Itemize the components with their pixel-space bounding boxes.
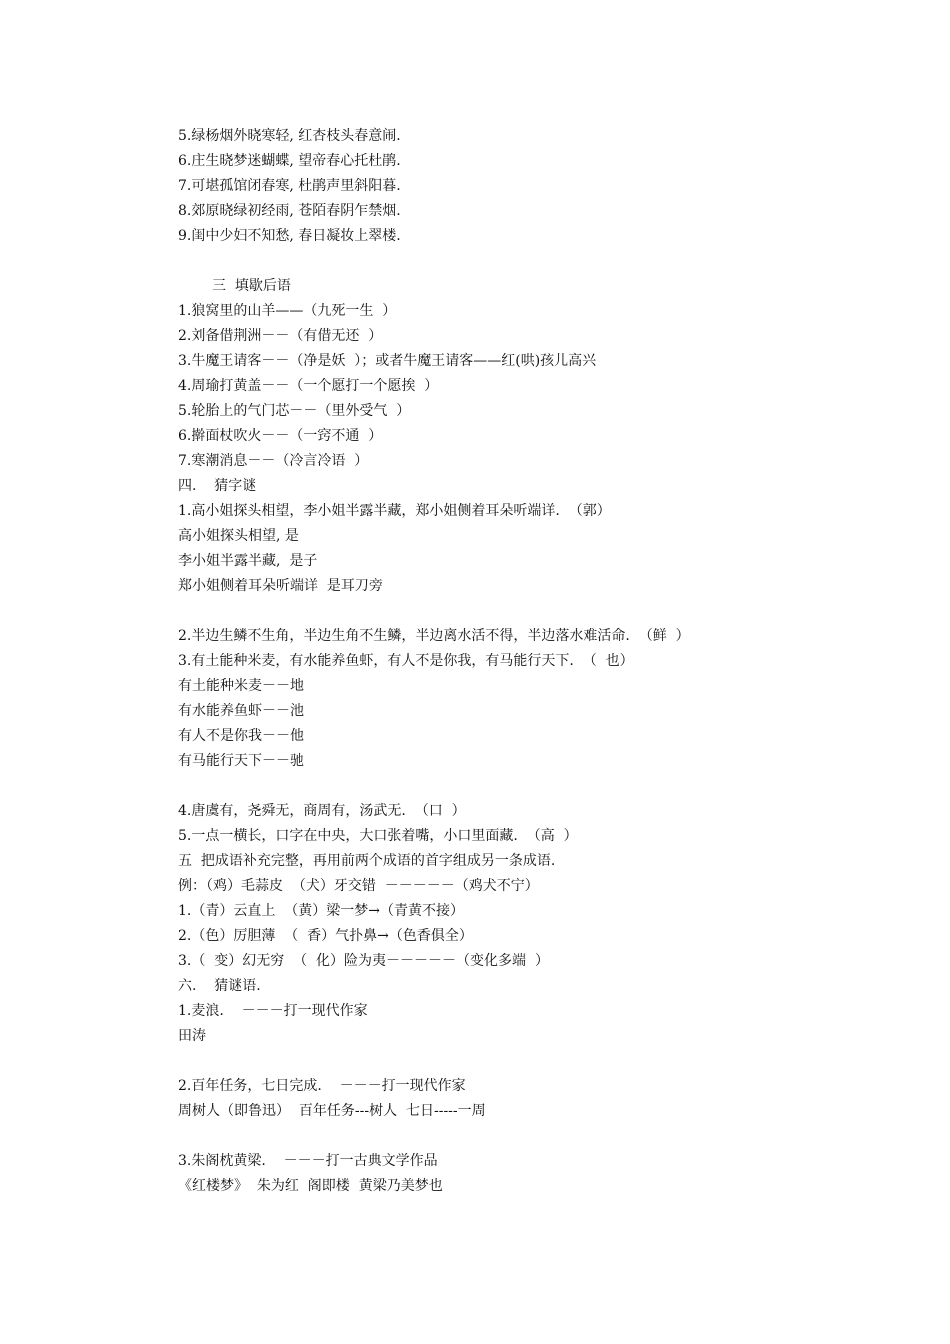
- poem-line-6: 6.庄生晓梦迷蝴蝶, 望帝春心托杜鹃.: [178, 153, 401, 169]
- mystery-answer-1: 田涛: [178, 1028, 206, 1044]
- section-heading-3: 三 填歇后语: [212, 278, 291, 294]
- mystery-item-1: 1.麦浪. －－－打一现代作家: [178, 1003, 368, 1019]
- xiehouyu-item-5: 5.轮胎上的气门芯－－（里外受气 ）: [178, 403, 411, 419]
- xiehouyu-item-3: 3.牛魔王请客－－（净是妖 ）；或者牛魔王请客——红(哄)孩儿高兴: [178, 353, 597, 369]
- riddle-explain-line: 有马能行天下－－驰: [178, 753, 304, 769]
- xiehouyu-item-1: 1.狼窝里的山羊——（九死一生 ）: [178, 303, 397, 319]
- document-content: [178, 124, 878, 1199]
- mystery-answer-2: 周树人（即鲁迅） 百年任务---树人 七日-----一周: [178, 1103, 486, 1119]
- riddle-explain-line: 高小姐探头相望, 是: [178, 528, 299, 544]
- riddle-item-2: 2.半边生鳞不生角，半边生角不生鳞，半边离水活不得，半边落水难活命. （鲜 ）: [178, 628, 690, 644]
- poem-line-5: 5.绿杨烟外晓寒轻, 红杏枝头春意闹.: [178, 128, 401, 144]
- blank-line: [178, 1124, 878, 1149]
- riddle-explain-line: 有人不是你我－－他: [178, 728, 304, 744]
- poem-line-7: 7.可堪孤馆闭春寒, 杜鹃声里斜阳暮.: [178, 178, 401, 194]
- section-heading-6: 六. 猜谜语.: [178, 978, 261, 994]
- xiehouyu-item-6: 6.擀面杖吹火－－（一窍不通 ）: [178, 428, 383, 444]
- riddle-explain-line: 李小姐半露半藏, 是子: [178, 553, 318, 569]
- riddle-explain-line: 有水能养鱼虾－－池: [178, 703, 304, 719]
- idiom-example: 例：（鸡）毛蒜皮 （犬）牙交错 －－－－－（鸡犬不宁）: [178, 878, 539, 894]
- mystery-answer-3: 《红楼梦》 朱为红 阁即楼 黄梁乃美梦也: [178, 1178, 443, 1194]
- poem-line-9: 9.闺中少妇不知愁, 春日凝妆上翠楼.: [178, 228, 401, 244]
- riddle-explain-line: 有土能种米麦－－地: [178, 678, 304, 694]
- idiom-item-2: 2.（色）厉胆薄 （ 香）气扑鼻→（色香俱全）: [178, 928, 473, 944]
- blank-line: [178, 249, 878, 274]
- blank-line: [178, 774, 878, 799]
- riddle-item-4: 4.唐虞有，尧舜无，商周有，汤武无. （口 ）: [178, 803, 466, 819]
- idiom-item-1: 1.（青）云直上 （黄）梁一梦→（青黄不接）: [178, 903, 464, 919]
- section-heading-5: 五 把成语补充完整，再用前两个成语的首字组成另一条成语.: [178, 853, 556, 869]
- riddle-item-5: 5.一点一横长，口字在中央，大口张着嘴，小口里面藏. （高 ）: [178, 828, 578, 844]
- riddle-explain-line: 郑小姐侧着耳朵听端详 是耳刀旁: [178, 578, 383, 594]
- xiehouyu-item-2: 2.刘备借荆洲－－（有借无还 ）: [178, 328, 383, 344]
- mystery-item-2: 2.百年任务，七日完成. －－－打一现代作家: [178, 1078, 466, 1094]
- xiehouyu-item-4: 4.周瑜打黄盖－－（一个愿打一个愿挨 ）: [178, 378, 439, 394]
- xiehouyu-item-7: 7.寒潮消息－－（冷言冷语 ）: [178, 453, 369, 469]
- riddle-item-3: 3.有土能种米麦，有水能养鱼虾，有人不是你我，有马能行天下. （ 也）: [178, 653, 634, 669]
- section-heading-4: 四. 猜字谜: [178, 478, 257, 494]
- idiom-item-3: 3.（ 变）幻无穷 （ 化）险为夷－－－－－（变化多端 ）: [178, 953, 549, 969]
- poem-line-8: 8.郊原晓绿初经雨, 苍陌春阴乍禁烟.: [178, 203, 401, 219]
- mystery-item-3: 3.朱阁枕黄梁. －－－打一古典文学作品: [178, 1153, 438, 1169]
- blank-line: [178, 599, 878, 624]
- riddle-item-1: 1.高小姐探头相望，李小姐半露半藏，郑小姐侧着耳朵听端详. （郭）: [178, 503, 611, 519]
- blank-line: [178, 1049, 878, 1074]
